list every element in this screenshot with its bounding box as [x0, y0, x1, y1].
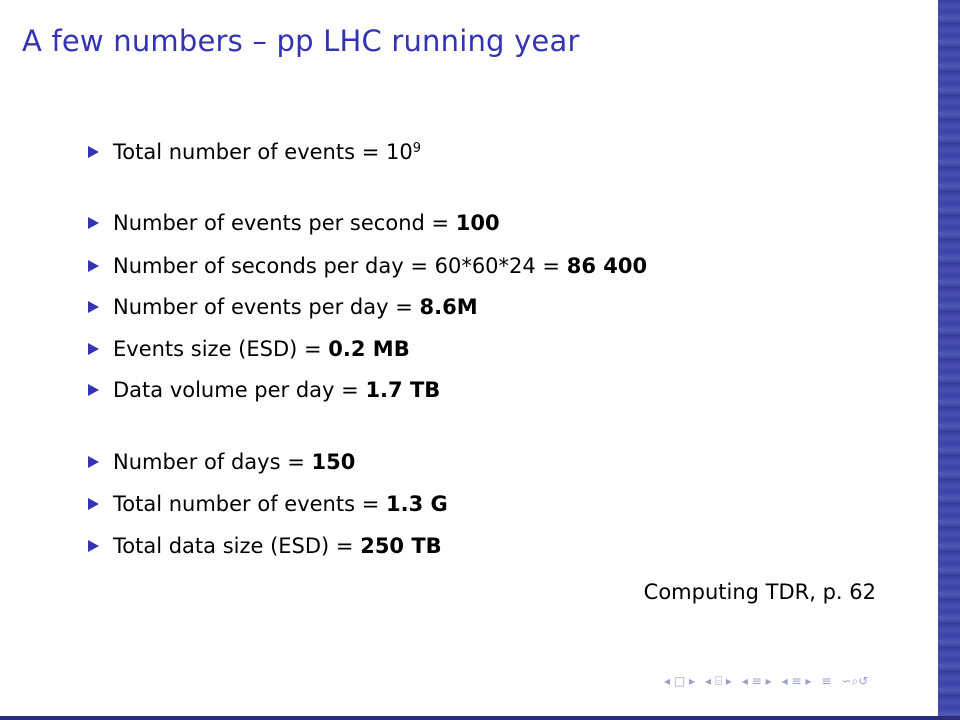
- nav-subsection-icon[interactable]: ◂ ≡ ▸: [781, 674, 812, 688]
- triangle-bullet-icon: [88, 540, 99, 552]
- item-exponent: 9: [412, 140, 421, 156]
- item-label: Total number of events = 10: [113, 140, 413, 164]
- nav-frame-icon[interactable]: ◂ ⌸ ▸: [705, 674, 732, 688]
- sidebar-decoration: [938, 0, 960, 716]
- list-item: [88, 254, 647, 278]
- item-label: Number of events per second =: [113, 211, 450, 235]
- slide-title: A few numbers – pp LHC running year: [22, 24, 580, 58]
- triangle-bullet-icon: [88, 384, 99, 396]
- triangle-bullet-icon: [88, 343, 99, 355]
- item-label: Number of events per day =: [113, 295, 413, 319]
- triangle-bullet-icon: [88, 456, 99, 468]
- item-label: Data volume per day =: [113, 378, 359, 402]
- item-value: 250 TB: [360, 534, 442, 558]
- triangle-bullet-icon: [88, 301, 99, 313]
- item-label: Total data size (ESD) =: [113, 534, 354, 558]
- item-value: 8.6M: [419, 295, 478, 319]
- item-value: 0.2 MB: [328, 337, 410, 361]
- item-label: Total number of events =: [113, 492, 380, 516]
- nav-section-icon[interactable]: ◂ ≡ ▸: [741, 674, 772, 688]
- nav-search-icon[interactable]: ∽⌕↺: [841, 674, 869, 688]
- list-item: [88, 140, 421, 164]
- list-item: [88, 337, 410, 361]
- item-value: 100: [455, 211, 500, 235]
- triangle-bullet-icon: [88, 146, 99, 158]
- item-label: Number of seconds per day = 60*60*24 =: [113, 254, 561, 278]
- bottom-divider: [0, 716, 960, 720]
- item-value: 1.3 G: [385, 492, 448, 516]
- item-value: 1.7 TB: [365, 378, 441, 402]
- list-item: [88, 492, 448, 516]
- list-item: [88, 534, 442, 558]
- list-item: [88, 295, 478, 319]
- item-label: Number of days =: [113, 450, 305, 474]
- item-label: Events size (ESD) =: [113, 337, 322, 361]
- list-item: [88, 211, 500, 235]
- list-item: [88, 378, 440, 402]
- triangle-bullet-icon: [88, 217, 99, 229]
- nav-slide-icon[interactable]: ◂ □ ▸: [664, 674, 696, 688]
- triangle-bullet-icon: [88, 260, 99, 272]
- item-value: 86 400: [566, 254, 648, 278]
- nav-align-icon[interactable]: ≡: [821, 674, 832, 688]
- list-item: [88, 450, 355, 474]
- beamer-navigation: [664, 674, 868, 689]
- item-value: 150: [311, 450, 356, 474]
- reference-citation: Computing TDR, p. 62: [643, 580, 876, 604]
- triangle-bullet-icon: [88, 498, 99, 510]
